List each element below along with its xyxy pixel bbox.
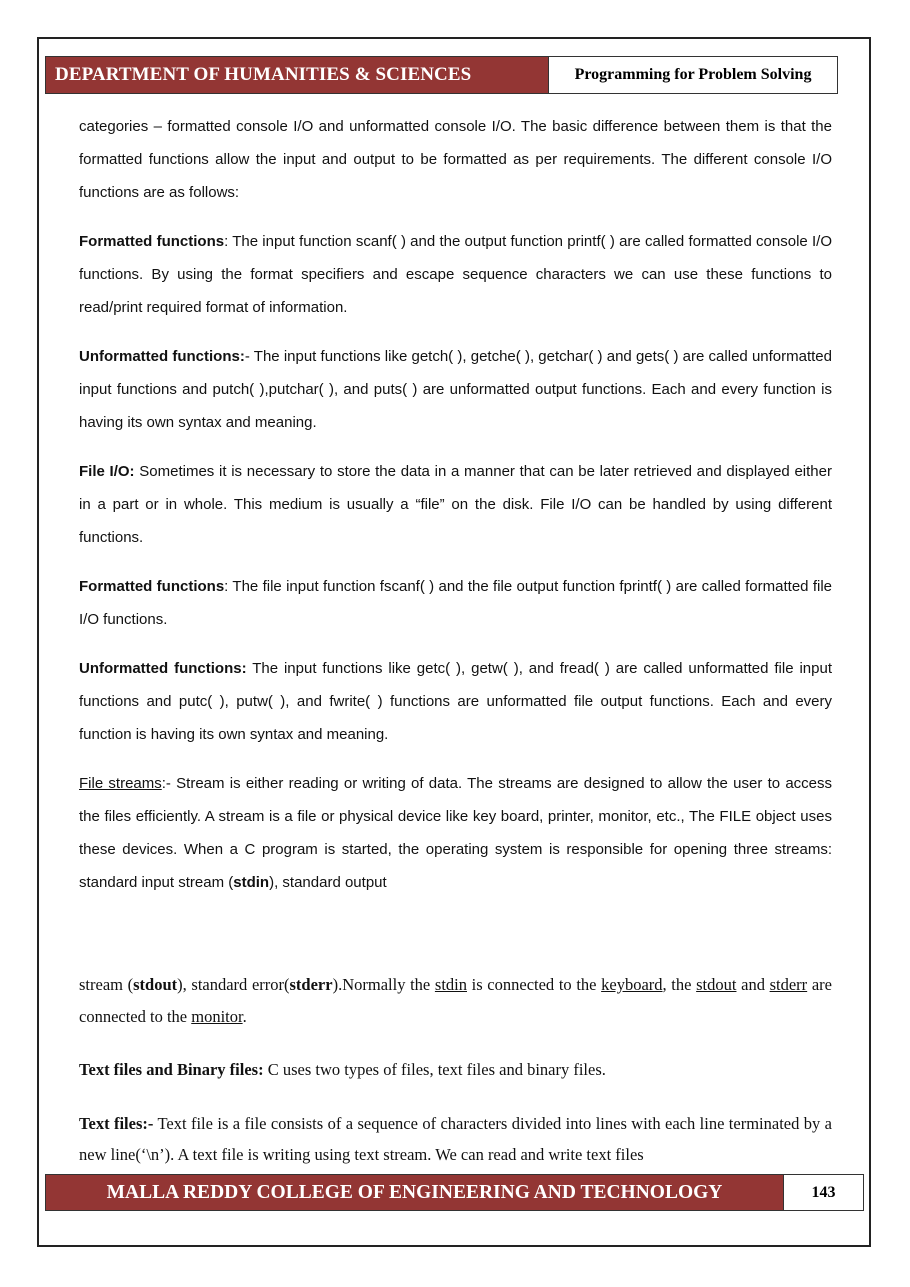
page-footer [45,1174,864,1211]
paragraph-text: C uses two types of files, text files and binary files. [263,1060,606,1079]
paragraph-text-binary-files [79,1054,832,1086]
paragraph-unformatted-functions [79,340,832,439]
paragraph-unformatted-file-functions [79,652,832,751]
text: is connected to the [467,975,602,994]
paragraph-formatted-file-functions [79,570,832,636]
college-name: MALLA REDDY COLLEGE OF ENGINEERING AND TECHNOLOGY [46,1175,783,1210]
term-file-streams: File streams [79,775,162,792]
term-file-io: File I/O: [79,463,135,480]
term-formatted-functions: Formatted functions [79,233,225,250]
paragraph-streams-continued [79,969,832,1032]
page-number: 143 [783,1175,863,1210]
text: are connected to the [79,975,832,1026]
term-unformatted-functions: Unformatted functions: [79,660,247,677]
underlined-keyboard: keyboard [601,975,663,994]
paragraph-text: ), standard output [269,874,387,891]
text: and [736,975,770,994]
paragraph-text: : The file input function fscanf( ) and the file output function fprintf( ) are called formatted file I/O functions. [79,578,833,628]
text: . [242,1006,247,1026]
paragraph-file-streams [79,767,832,899]
underlined-stdout: stdout [696,975,737,994]
paragraph-text: The input functions like getc( ), getw( ), and fread( ) are called unformatted file input functions and putc( ), putw( ), and fwrite( ) functions are unformatted file output functions. Each and every function is having its own syntax and meaning. [79,660,832,743]
term-stdin: stdin [233,874,270,891]
page-header [45,56,838,94]
course-title: Programming for Problem Solving [548,57,837,93]
paragraph-text: Text file is a file consists of a sequence of characters divided into lines with each line terminated by a new line(‘\n’). A text file is writing using text stream. We can read and write text files [79,1113,832,1164]
paragraph-text: :- Stream is either reading or writing of data. The streams are designed to allow the user to access the files efficiently. A stream is a file or physical device like key board, printer, monitor, etc., The FILE object uses these devices. When a C program is started, the operating system is responsible for opening three streams: standard input stream ( [79,775,833,891]
term-text-files: Text files:- [79,1113,154,1133]
term-stdout: stdout [133,975,178,994]
paragraph-file-io [79,455,832,554]
text: ), standard error( [177,975,290,994]
text: , the [662,975,697,994]
underlined-stdin: stdin [434,975,467,994]
paragraph-formatted-functions [79,225,832,324]
underlined-stderr: stderr [769,975,808,994]
term-formatted-functions: Formatted functions [79,578,225,595]
paragraph-text: - The input functions like getch( ), getche( ), getchar( ) and gets( ) are called unformatted input functions and putch( ),putchar( ), and puts( ) are unformatted output functions. Each and every function is having its own syntax and meaning. [79,348,832,431]
text: stream ( [79,975,134,994]
spacer [79,915,832,969]
page-content [79,110,832,1193]
underlined-monitor: monitor [191,1006,243,1026]
text: ).Normally the [332,975,435,994]
term-text-binary-files: Text files and Binary files: [79,1060,264,1079]
paragraph-text: categories – formatted console I/O and unformatted console I/O. The basic difference between them is that the formatted functions allow the input and output to be formatted as per requirements. The different console I/O functions are as follows: [79,118,832,201]
paragraph-text-files [79,1108,832,1171]
paragraph-console-io-intro [79,110,832,209]
term-unformatted-functions: Unformatted functions: [79,348,245,365]
paragraph-text: : The input function scanf( ) and the output function printf( ) are called formatted console I/O functions. By using the format specifiers and escape sequence characters we can use these functions to read/print required format of information. [79,233,832,316]
department-title: DEPARTMENT OF HUMANITIES & SCIENCES [46,57,548,93]
paragraph-text: Sometimes it is necessary to store the data in a manner that can be later retrieved and displayed either in a part or in whole. This medium is usually a “file” on the disk. File I/O can be handled by using different functions. [79,463,832,546]
term-stderr: stderr [289,975,333,994]
